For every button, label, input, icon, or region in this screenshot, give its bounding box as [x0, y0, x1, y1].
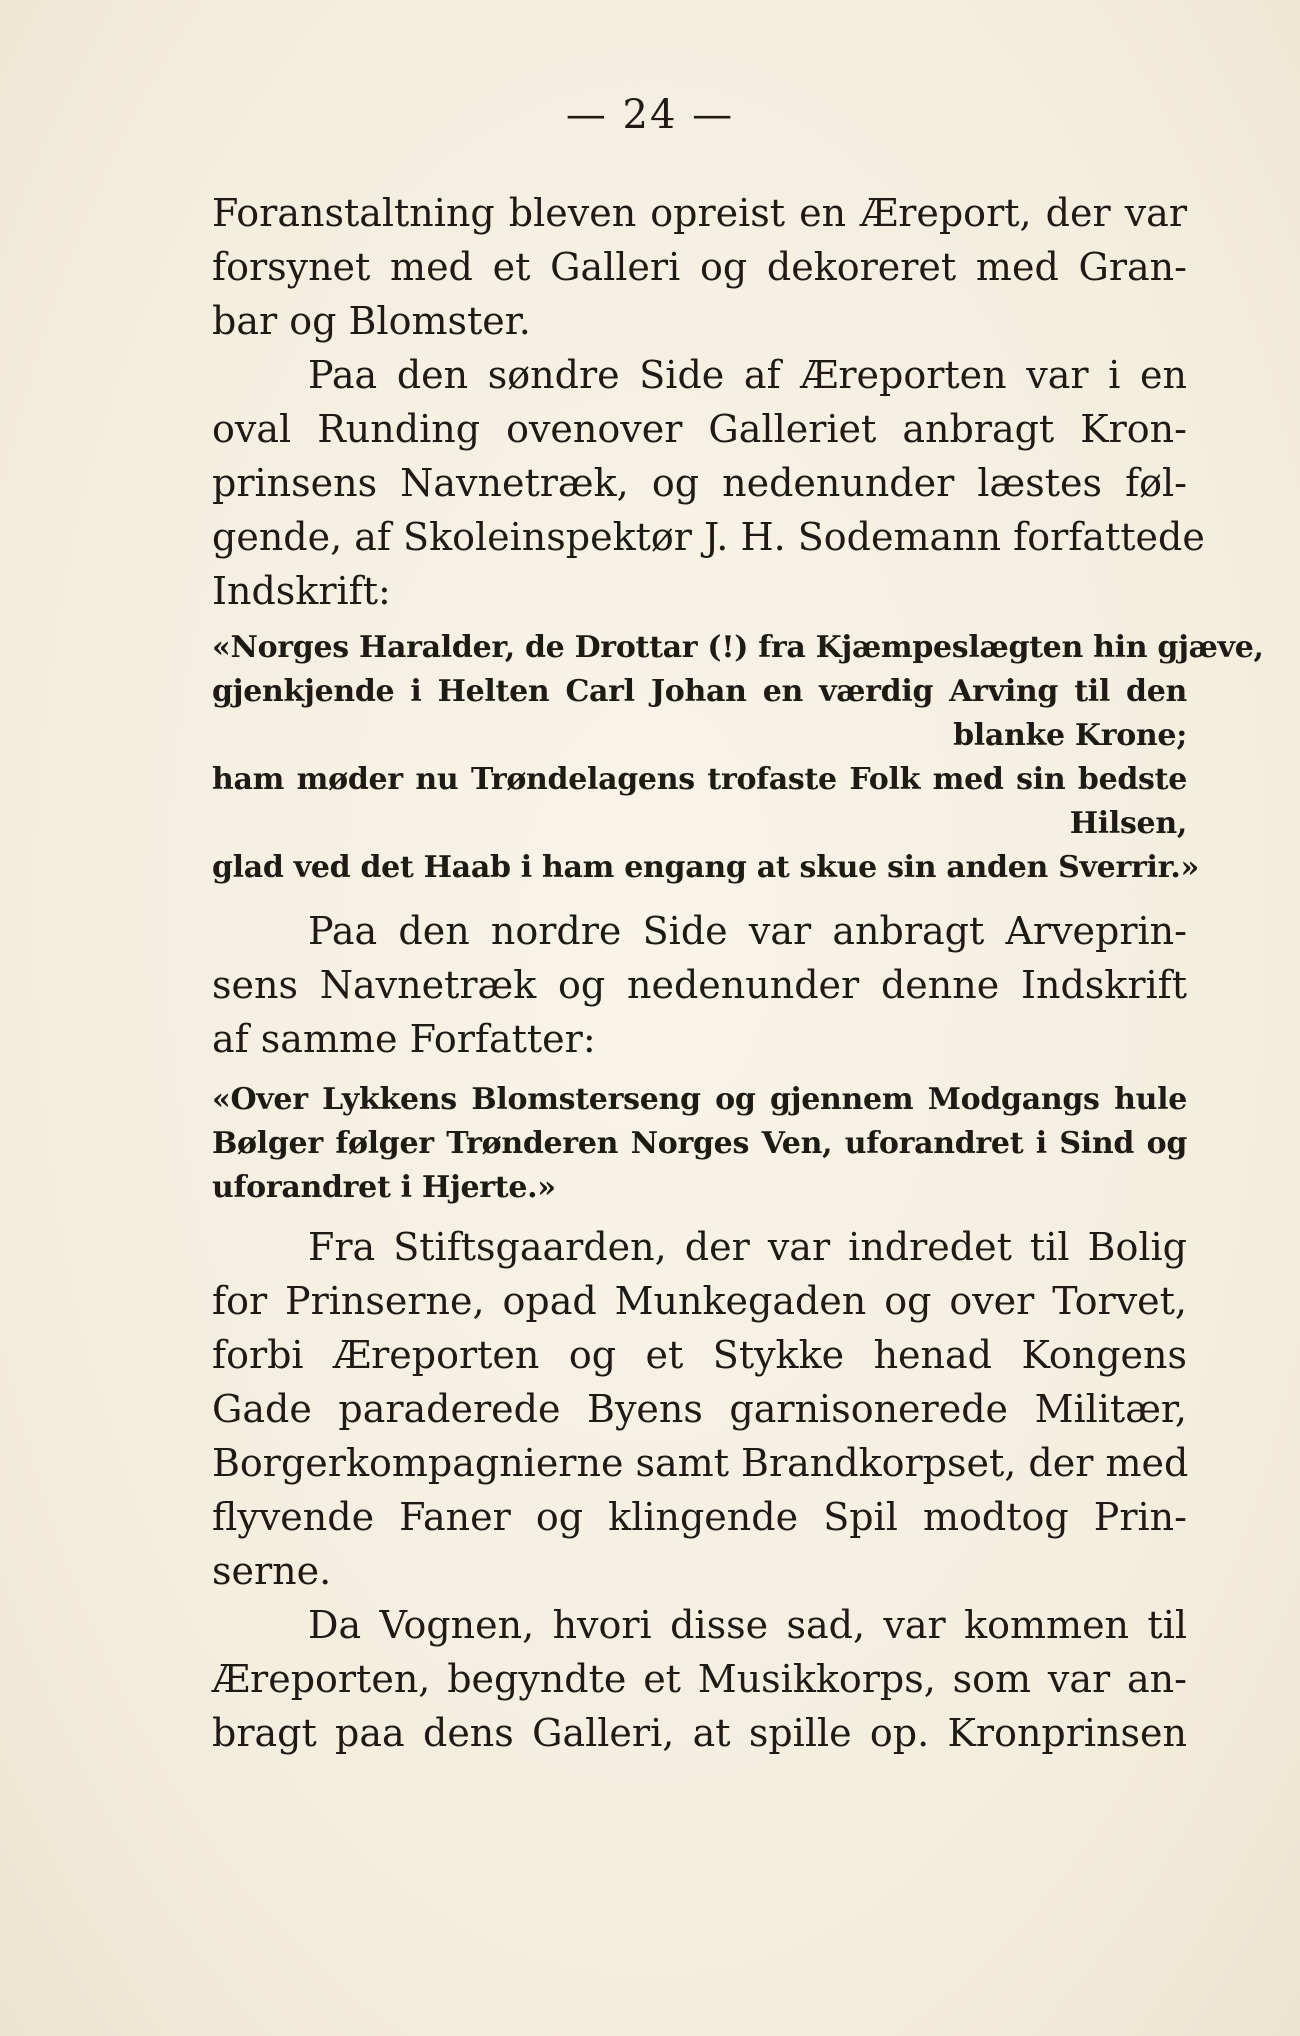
text-line: Borgerkompagnierne samt Brandkorpset, der med — [212, 1441, 1189, 1485]
text-line: Paa den nordre Side var anbragt Arveprin- — [308, 909, 1187, 953]
quote-line: gjenkjende i Helten Carl Johan en værdig Arving til den — [212, 674, 1187, 709]
quote-line: Hilsen, — [1069, 806, 1187, 841]
text-line: bragt paa dens Galleri, at spille op. Kronprinsen — [212, 1711, 1187, 1755]
paragraph-northern-side — [212, 904, 1187, 1066]
paragraph-continued — [212, 186, 1187, 348]
text-line: Indskrift: — [212, 569, 391, 613]
text-line: for Prinserne, opad Munkegaden og over Torvet, — [212, 1279, 1187, 1323]
paragraph-southern-side — [212, 348, 1205, 618]
text-line: bar og Blomster. — [212, 299, 531, 343]
quote-line: uforandret i Hjerte.» — [212, 1170, 556, 1205]
text-line: af samme Forfatter: — [212, 1017, 596, 1061]
text-line: serne. — [212, 1549, 332, 1593]
text-line: prinsens Navnetræk, og nedenunder læstes føl- — [212, 461, 1187, 505]
quote-line: blanke Krone; — [953, 718, 1187, 753]
text-line: Da Vognen, hvori disse sad, var kommen til — [308, 1603, 1187, 1647]
inscription-quote-1 — [212, 626, 1264, 890]
text-line: oval Runding ovenover Galleriet anbragt Kron- — [212, 407, 1187, 451]
quote-line: Bølger følger Trønderen Norges Ven, uforandret i Sind og — [212, 1126, 1187, 1161]
text-line: forbi Æreporten og et Stykke henad Kongens — [212, 1333, 1187, 1377]
text-line: Foranstaltning bleven opreist en Æreport, der var — [212, 191, 1187, 235]
text-line: Fra Stiftsgaarden, der var indredet til Bolig — [308, 1225, 1187, 1269]
text-line: forsynet med et Galleri og dekoreret med Gran- — [212, 245, 1187, 289]
text-line: Gade paraderede Byens garnisonerede Militær, — [212, 1387, 1187, 1431]
text-line: Paa den søndre Side af Æreporten var i en — [308, 353, 1187, 397]
page-number: — 24 — — [565, 92, 735, 138]
quote-line: «Over Lykkens Blomsterseng og gjennem Modgangs hule — [212, 1082, 1187, 1117]
text-line: flyvende Faner og klingende Spil modtog Prin- — [212, 1495, 1187, 1539]
paragraph-carriage — [212, 1598, 1187, 1760]
inscription-quote-2 — [212, 1078, 1187, 1210]
paragraph-parade — [212, 1220, 1187, 1598]
text-line: sens Navnetræk og nedenunder denne Indskrift — [212, 963, 1187, 1007]
quote-line: ham møder nu Trøndelagens trofaste Folk med sin bedste — [212, 762, 1187, 797]
quote-line: glad ved det Haab i ham engang at skue sin anden Sverrir.» — [212, 850, 1199, 885]
quote-line: «Norges Haralder, de Drottar (!) fra Kjæmpeslægten hin gjæve, — [212, 630, 1264, 665]
text-line: gende, af Skoleinspektør J. H. Sodemann forfattede — [212, 515, 1205, 559]
text-line: Æreporten, begyndte et Musikkorps, som var an- — [212, 1657, 1187, 1701]
